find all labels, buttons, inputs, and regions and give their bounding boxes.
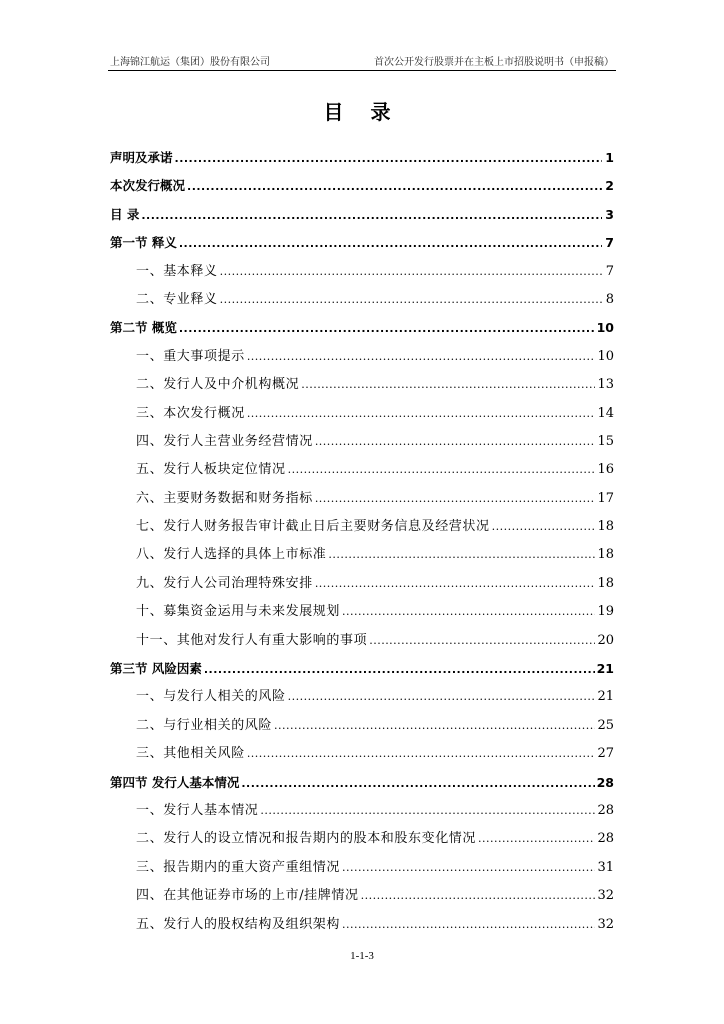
toc-page-number: 32 [597, 916, 614, 932]
toc-dot-leader [342, 598, 595, 626]
toc-page-number: 28 [596, 774, 614, 790]
toc-section-entry[interactable] [110, 541, 614, 569]
header-company-name: 上海锦江航运（集团）股份有限公司 [110, 57, 270, 68]
toc-dot-leader [315, 570, 596, 598]
toc-section-entry[interactable] [110, 882, 614, 910]
toc-entry-title: 三、本次发行概况 [136, 405, 245, 421]
toc-entry-title: 一、发行人基本情况 [136, 802, 259, 818]
toc-entry-title: 本次发行概况 [110, 178, 186, 194]
toc-entry-title: 八、发行人选择的具体上市标准 [136, 547, 327, 563]
toc-section-entry[interactable] [110, 371, 614, 399]
toc-dot-leader [288, 456, 596, 484]
toc-chapter-entry[interactable] [110, 144, 614, 172]
toc-page-number: 28 [597, 831, 614, 847]
toc-entry-title: 一、与发行人相关的风险 [136, 689, 286, 705]
toc-dot-leader [315, 485, 596, 513]
toc-entry-title: 十一、其他对发行人有重大影响的事项 [136, 632, 368, 648]
toc-dot-leader [288, 683, 596, 711]
toc-section-entry[interactable] [110, 428, 614, 456]
toc-entry-title: 十、募集资金运用与未来发展规划 [136, 604, 341, 620]
toc-section-entry[interactable] [110, 343, 614, 371]
toc-chapter-entry[interactable] [110, 201, 614, 229]
toc-dot-leader [247, 343, 596, 371]
toc-dot-leader [478, 825, 595, 853]
toc-entry-title: 四、发行人主营业务经营情况 [136, 433, 313, 449]
toc-page-number: 10 [596, 320, 614, 336]
toc-entry-title: 目 录 [110, 206, 140, 222]
toc-dot-leader [328, 541, 595, 569]
toc-page-number: 21 [596, 661, 614, 677]
toc-dot-leader [179, 229, 602, 258]
toc-dot-leader [260, 797, 595, 825]
toc-dot-leader [204, 655, 595, 684]
table-of-contents [110, 144, 614, 939]
toc-entry-title: 三、报告期内的重大资产重组情况 [136, 859, 341, 875]
toc-section-entry[interactable] [110, 797, 614, 825]
toc-entry-title: 第四节 发行人基本情况 [110, 774, 240, 790]
toc-section-entry[interactable] [110, 570, 614, 598]
toc-dot-leader [247, 740, 596, 768]
toc-section-entry[interactable] [110, 740, 614, 768]
toc-page-number: 32 [597, 888, 614, 904]
toc-dot-leader [247, 400, 596, 428]
toc-page-number: 28 [597, 802, 614, 818]
toc-entry-title: 一、重大事项提示 [136, 348, 245, 364]
toc-page-number: 7 [605, 235, 614, 251]
toc-page-number: 16 [597, 462, 614, 478]
toc-dot-leader [492, 513, 596, 541]
toc-entry-title: 第二节 概览 [110, 320, 177, 336]
toc-entry-title: 二、发行人的设立情况和报告期内的股本和股东变化情况 [136, 831, 477, 847]
toc-dot-leader [342, 911, 595, 939]
toc-section-entry[interactable] [110, 683, 614, 711]
toc-page-number: 19 [597, 604, 614, 620]
toc-section-entry[interactable] [110, 627, 614, 655]
toc-entry-title: 三、其他相关风险 [136, 746, 245, 762]
toc-page-number: 18 [597, 575, 614, 591]
toc-entry-title: 七、发行人财务报告审计截止日后主要财务信息及经营状况 [136, 519, 490, 535]
toc-page-number: 17 [597, 490, 614, 506]
toc-entry-title: 五、发行人的股权结构及组织架构 [136, 916, 341, 932]
header-document-title: 首次公开发行股票并在主板上市招股说明书（申报稿） [374, 57, 614, 68]
toc-dot-leader [301, 371, 595, 399]
toc-page-number: 18 [597, 519, 614, 535]
toc-entry-title: 第三节 风险因素 [110, 661, 202, 677]
toc-page-number: 18 [597, 547, 614, 563]
toc-page-number: 3 [605, 206, 614, 222]
page-header [108, 52, 616, 71]
toc-section-entry[interactable] [110, 854, 614, 882]
toc-page-number: 8 [605, 291, 614, 307]
toc-chapter-entry[interactable] [110, 769, 614, 797]
toc-section-entry[interactable] [110, 911, 614, 939]
toc-section-entry[interactable] [110, 712, 614, 740]
toc-section-entry[interactable] [110, 485, 614, 513]
toc-dot-leader [175, 144, 602, 173]
toc-entry-title: 四、在其他证券市场的上市/挂牌情况 [136, 888, 359, 904]
toc-page-number: 2 [605, 178, 614, 194]
toc-page-number: 10 [597, 348, 614, 364]
toc-dot-leader [141, 201, 602, 230]
toc-section-entry[interactable] [110, 513, 614, 541]
toc-dot-leader [179, 314, 595, 343]
toc-dot-leader [369, 627, 595, 655]
page-number: 1-1-3 [350, 950, 374, 962]
toc-entry-title: 九、发行人公司治理特殊安排 [136, 575, 313, 591]
toc-entry-title: 声明及承诺 [110, 150, 173, 165]
toc-chapter-entry[interactable] [110, 655, 614, 683]
toc-page-number: 20 [597, 632, 614, 648]
toc-page-number: 1 [605, 150, 614, 165]
toc-entry-title: 二、与行业相关的风险 [136, 717, 273, 733]
toc-chapter-entry[interactable] [110, 314, 614, 342]
toc-section-entry[interactable] [110, 825, 614, 853]
toc-dot-leader [361, 882, 596, 910]
toc-section-entry[interactable] [110, 258, 614, 286]
toc-page-number: 15 [597, 433, 614, 449]
page-title: 目 录 [323, 100, 401, 124]
toc-page-number: 31 [597, 859, 614, 875]
toc-dot-leader [220, 286, 602, 314]
toc-page-number: 25 [597, 717, 614, 733]
toc-dot-leader [187, 172, 602, 201]
toc-page-number: 21 [597, 689, 614, 705]
toc-page-number: 13 [597, 377, 614, 393]
toc-dot-leader [220, 258, 602, 286]
toc-dot-leader [315, 428, 596, 456]
toc-page-number: 14 [597, 405, 614, 421]
toc-page-number: 7 [605, 263, 614, 279]
toc-section-entry[interactable] [110, 456, 614, 484]
toc-chapter-entry[interactable] [110, 172, 614, 200]
toc-entry-title: 第一节 释义 [110, 235, 177, 251]
toc-chapter-entry[interactable] [110, 229, 614, 257]
toc-entry-title: 二、发行人及中介机构概况 [136, 377, 300, 393]
toc-page-number: 27 [597, 746, 614, 762]
toc-entry-title: 六、主要财务数据和财务指标 [136, 490, 313, 506]
toc-dot-leader [274, 712, 595, 740]
toc-section-entry[interactable] [110, 598, 614, 626]
toc-dot-leader [342, 854, 595, 882]
toc-section-entry[interactable] [110, 400, 614, 428]
toc-entry-title: 五、发行人板块定位情况 [136, 462, 286, 478]
toc-entry-title: 二、专业释义 [136, 291, 218, 307]
toc-entry-title: 一、基本释义 [136, 263, 218, 279]
toc-section-entry[interactable] [110, 286, 614, 314]
toc-dot-leader [241, 769, 594, 798]
